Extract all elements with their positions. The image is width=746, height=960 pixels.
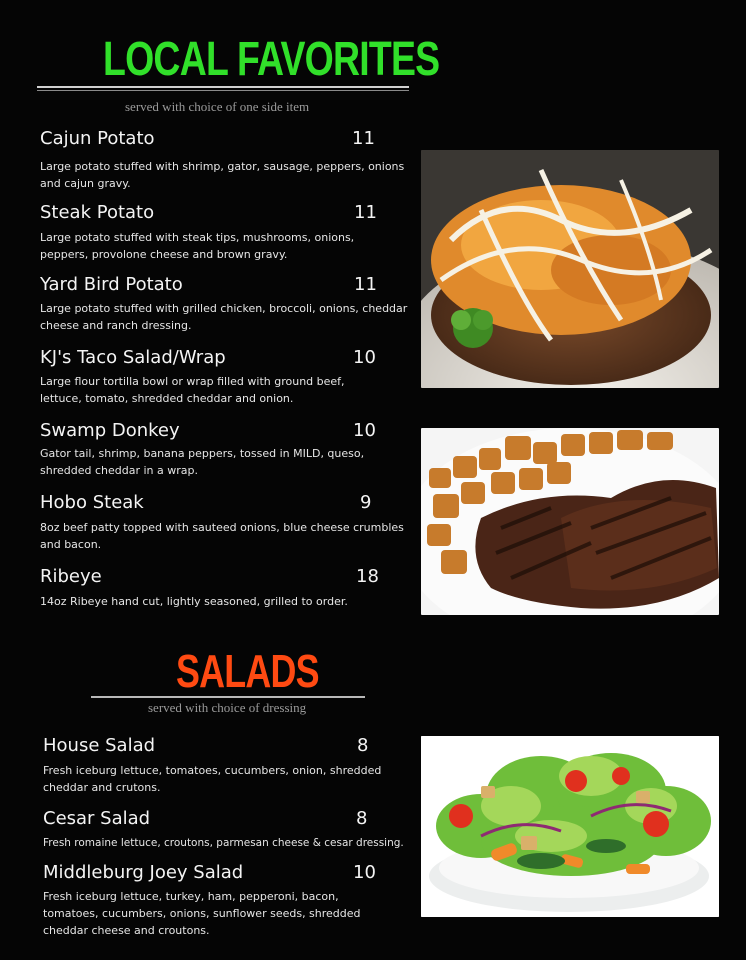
menu-item-cesar-salad (43, 808, 423, 856)
item-price: 10 (353, 420, 376, 441)
local-favorites-title: LOCAL FAVORITES (103, 33, 440, 86)
menu-item-ribeye (40, 566, 420, 610)
item-price: 9 (360, 492, 372, 513)
title-divider (37, 86, 409, 88)
salads-subtitle: served with choice of dressing (148, 700, 307, 715)
menu-item-swamp-donkey (40, 420, 420, 480)
menu-item-hobo-steak (40, 492, 420, 554)
steak-and-tots-photo (421, 428, 719, 615)
salads-title: SALADS (176, 645, 319, 697)
item-description: Fresh iceburg lettuce, turkey, ham, pepperoni, bacon, tomatoes, cucumbers, onions, sunflower seeds, shredded cheddar cheese and croutons. (43, 890, 361, 937)
menu-item-yard-bird-potato (40, 274, 420, 340)
steak-and-tots-image (421, 428, 719, 615)
menu-item-steak-potato (40, 202, 420, 268)
garden-salad-photo (421, 736, 719, 917)
menu-item-house-salad (43, 735, 423, 799)
item-name: Cajun Potato (40, 128, 155, 149)
item-name: House Salad (43, 735, 156, 756)
item-name: Yard Bird Potato (40, 274, 183, 295)
title-divider (91, 696, 365, 698)
garden-salad-image (421, 736, 719, 917)
item-price: 8 (356, 808, 368, 829)
item-description: Large potato stuffed with shrimp, gator, sausage, peppers, onions and cajun gravy. (40, 160, 405, 190)
menu-item-middleburg-joey-salad (43, 862, 423, 942)
item-name: Steak Potato (40, 202, 155, 223)
menu-item-cajun-potato (40, 128, 420, 194)
item-description: Large flour tortilla bowl or wrap filled with ground beef, lettuce, tomato, shredded cheddar and onion. (40, 375, 345, 405)
item-price: 11 (352, 128, 375, 149)
item-price: 10 (353, 347, 376, 368)
item-description: 14oz Ribeye hand cut, lightly seasoned, grilled to order. (40, 595, 348, 608)
item-description: 8oz beef patty topped with sauteed onions, blue cheese crumbles and bacon. (40, 521, 404, 551)
item-name: Hobo Steak (40, 492, 144, 513)
item-price: 18 (356, 566, 379, 587)
item-description: Large potato stuffed with steak tips, mushrooms, onions, peppers, provolone cheese and brown gravy. (40, 231, 355, 261)
item-description: Fresh romaine lettuce, croutons, parmesan cheese & cesar dressing. (43, 837, 404, 849)
item-description: Gator tail, shrimp, banana peppers, tossed in MILD, queso, shredded cheddar in a wrap. (40, 447, 365, 477)
item-price: 10 (353, 862, 376, 883)
baked-potato-image (421, 150, 719, 388)
item-name: KJ's Taco Salad/Wrap (40, 347, 226, 368)
menu-item-kjs-taco-salad-wrap (40, 347, 420, 413)
item-price: 8 (357, 735, 369, 756)
item-description: Fresh iceburg lettuce, tomatoes, cucumbers, onion, shredded cheddar and crutons. (43, 764, 382, 794)
item-name: Ribeye (40, 566, 102, 587)
local-favorites-subtitle: served with choice of one side item (125, 99, 310, 114)
item-description: Large potato stuffed with grilled chicken, broccoli, onions, cheddar cheese and ranch dressing. (40, 302, 408, 332)
item-name: Cesar Salad (43, 808, 151, 829)
item-price: 11 (354, 274, 377, 295)
item-name: Middleburg Joey Salad (43, 862, 244, 883)
title-divider-thin (37, 90, 409, 91)
item-name: Swamp Donkey (40, 420, 180, 441)
item-price: 11 (354, 202, 377, 223)
baked-potato-photo (421, 150, 719, 388)
